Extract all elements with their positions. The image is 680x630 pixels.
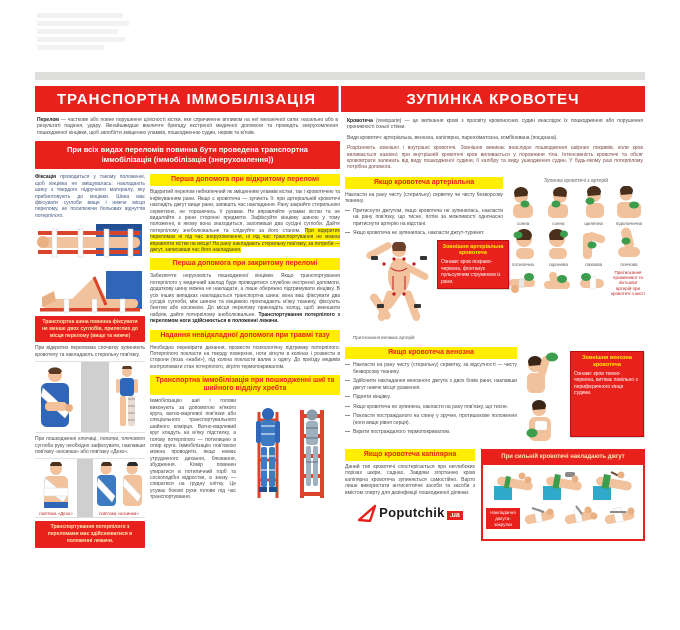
bandage-type-images [35, 458, 145, 518]
transport-banner: Транспортування потерпілого з переломами має здійснюватися в положенні лежачи. [35, 521, 145, 547]
splint-note: При відкритих переломах спочатку зупиняють кровотечу та накладають стерильну пов'язку. [35, 345, 145, 358]
arterial-info-box [437, 240, 509, 290]
tourniquet-hand-row [486, 504, 640, 534]
bleeding-column [345, 116, 645, 541]
immobilization-suit-figures [240, 398, 340, 502]
leg-splint-icon [36, 267, 144, 313]
neck-heading: Транспортна іммобілізація при пошкодженні шиї та шийного відділу хребта [150, 375, 340, 395]
wrist-press-icon [542, 269, 574, 297]
splint-sidebar [35, 174, 145, 547]
artery-label: щелепна [584, 220, 603, 226]
raised-arm-icon [519, 351, 563, 395]
artery-press-icon [508, 186, 538, 220]
arterial-bullet: — Притиснути джгутом, якщо кровотеча не зупинилась, накласти на рану пов'язку, що тисне, потім за можливості одночасно притиснути артерію на відстані. [345, 208, 503, 228]
right-title: ЗУПИНКА КРОВОТЕЧ [406, 90, 580, 108]
venous-instructions [345, 347, 517, 443]
leg-splint-illustration [35, 267, 145, 313]
neck-section [150, 398, 340, 502]
artery-label: сонна [516, 220, 530, 226]
immobilization-banner: При всіх видах переломів повинна бути проведена транспортна іммобілізація (іммобілізація (знерухомлення)) [35, 141, 340, 169]
kosynka-caption-text: пов'язка «косинка» [99, 510, 139, 516]
arterial-lead: Накласти на рану чисту (стерильну) серветку чи чисту безворсову тканину. [345, 191, 503, 205]
arm-splint-icon [36, 222, 144, 264]
dezo-figure [35, 459, 77, 517]
bleeding-term: Кровотеча [347, 118, 373, 124]
venous-info-box [570, 351, 644, 437]
logo-name: Poputchik [379, 505, 445, 521]
capillary-text: Даний тип кровотечі спостерігається при неглибоких порізах шкіри, саднах. Завдяки згортанню крові капілярна кровотеча зупиняється самостійно. Варто лише використати антисептичні засоби та засоби з вмістом спирту для дезінфекції пошкодженої ділянки. [345, 464, 475, 496]
left-title-bar [35, 86, 338, 112]
artery-press-thumb [613, 227, 645, 268]
arterial-instructions [345, 177, 503, 341]
first-aid-poster [35, 8, 645, 544]
artery-press-thumb [542, 227, 574, 268]
artery-press-icon [508, 227, 538, 261]
bleeding-definition [345, 116, 645, 133]
pelvis-text: Необхідно перевірити дихання, провести психологічну підтримку потерпілого. Потерпілого покласти на тверду поверхню, ноги зігнути в колінах і розвести в сторони (поза «жаби»), під коліна покласти валик з одягу. До приїзду медиків контролювати стан потерпілого, зігріти термопокривалом. [150, 344, 340, 370]
fracture-term: Перелом [37, 117, 60, 123]
tourniquet-images [483, 465, 643, 539]
wrist-press-icon [507, 269, 539, 297]
hand-tourniquet-icon [520, 504, 560, 534]
bleeding-definition-text: (геморагія) — це витікання крові з просвіту кровоносних судин внаслідок їх пошкодження або порушення проникності їхньої стінки. [347, 118, 644, 131]
fracture-aid-column [150, 174, 340, 547]
pelvis-heading: Надання невідкладної допомоги при травмі тазу [150, 330, 340, 342]
bottom-row [345, 449, 645, 541]
kosynka-bandage-icon [93, 462, 145, 510]
arm-sling-icon [35, 366, 81, 432]
arterial-box-text: Ознаки: кров яскраво-червона, фонтанує пульсуючим струменем із рани. [441, 259, 501, 285]
pressure-figure-caption: Притискання великих артерій [353, 334, 415, 340]
artery-press-thumb [578, 186, 610, 227]
immobilization-column [35, 116, 340, 548]
hand-tourniquet-icon [600, 504, 640, 534]
leg-tourniquet-icon [591, 470, 635, 502]
artery-label: підключична [615, 220, 643, 226]
arterial-box-title: Зовнішня артеріальна кровотеча [442, 243, 504, 257]
faint-scan-text [37, 10, 133, 70]
tourniquet-note: Накладання джгута-закрутки [486, 508, 520, 529]
arterial-heading: Якщо кровотеча артеріальна [345, 177, 503, 189]
artery-press-icon [579, 227, 609, 261]
wrist-press-icon [576, 269, 608, 297]
artery-press-thumb [613, 186, 645, 227]
artery-label: сонна [552, 220, 565, 226]
wrist-press-row [507, 269, 645, 298]
artery-label: пахвова [585, 262, 603, 268]
poputchik-triangle-icon [357, 504, 377, 522]
left-title: ТРАНСПОРТНА ІММОБІЛІЗАЦІЯ [56, 90, 317, 108]
kosynka-figures [93, 459, 145, 517]
arm-sling-figure [35, 362, 81, 432]
artery-label: потилична [512, 262, 534, 268]
right-title-bar [341, 86, 645, 112]
artery-label: скронева [548, 262, 568, 268]
image-divider [77, 459, 93, 517]
artery-press-grid [507, 177, 645, 341]
artery-grid-row-2 [507, 227, 645, 268]
suit-front-icon [251, 406, 285, 502]
venous-heading: Якщо кровотеча венозна [345, 347, 517, 359]
venous-bullet: — Здійснити накладання венозного джгута з двох боків рани, наклавши джгут нижче місця ураження. [345, 378, 517, 391]
artery-press-icon [614, 186, 644, 220]
dezo-caption-text: пов'язка «Дезо» [39, 510, 73, 516]
venous-bullet: — Вкрити постраждалого термопокривалом. [345, 429, 517, 436]
arterial-bullet: — Якщо кровотеча не зупинилась, накласти джгут-турнікет. [345, 230, 503, 237]
leg-tourniquet-icon [541, 470, 585, 502]
artery-grid-row-1 [507, 186, 645, 227]
wrist-press-note: Притискання променевої та ліктьової артерій при кровотечі з кисті [611, 269, 645, 297]
logo-tld: .ua [447, 511, 463, 520]
open-fracture-text [150, 189, 340, 253]
standing-splint-figure [109, 362, 145, 432]
arm-splint-illustration [35, 222, 145, 264]
capillary-heading: Якщо кровотеча капілярна [345, 449, 475, 461]
artery-pressure-figure-area [345, 240, 503, 334]
artery-press-icon [614, 227, 644, 261]
splint-rule-banner: Транспортна шина повинна фіксувати не менше двох суглобів, прилеглих до місця перелому (вище та нижче) [35, 316, 145, 342]
dezo-caption [39, 510, 72, 517]
standing-splint-icon [109, 366, 145, 432]
venous-bullet: — Накласти на рану чисту (стерильну) серветку, за відсутності — чисту безворсову тканину. [345, 362, 517, 375]
artery-press-thumb [507, 227, 539, 268]
artery-grid-caption: Зупинка кровотечі з артерій [543, 177, 609, 184]
venous-box-title: Зовнішня венозна кровотеча [582, 354, 632, 368]
artery-press-thumb [542, 186, 574, 227]
tourniquet-box [481, 449, 645, 541]
closed-fracture-heading: Перша допомога при закритому переломі [150, 258, 340, 270]
suit-back-icon [295, 406, 329, 502]
venous-images-area [517, 347, 645, 443]
neck-text: Іммобілізацію шиї і голови виконують за допомогою м'якого круга, ватно-марлевої пов'язки або спеціального транспортувального шийного комірця. Ватно-марлевий круг кладуть на м'яку підстилку, а голову потерпілого — потилицею в отвір круга. Іммобілізацію пов'язкою можна проводити, якщо немає утрудненого дихання, блювання, збудження. Комір повинен упиратися в потиличний горб та соскоподібні відростки, а знизу — спиратися на грудну клітку. Це усуває бокові рухи голови під час транспортування. [150, 398, 236, 501]
open-fracture-highlight: При відкритих переломах ні під час знерухомлення, ні під час транспортування не можна вправляти кістки на місце! На рану накладають стерильну пов'язку, за потреби — джгут, записавши час його накладання. [150, 227, 340, 253]
sling-instruction-text: При пошкодженні ключиці, лопатки, плечового суглоба руку необхідно зафіксувати, наклавши пов'язку «косинка» або пов'язку «Дезо». [35, 436, 145, 455]
venous-bullet: — Якщо кровотеча не зупинена, накласти на рану пов'язку, що тисне. [345, 404, 517, 411]
artery-press-thumb [507, 186, 539, 227]
artery-label: плечова [620, 262, 638, 268]
bleeding-intro2: Розрізняють зовнішні і внутрішні кровотечі. Зовнішня виникає внаслідок пошкодження шкірних покривів, коли кров виливається назовні; при внутрішній кровотечі кров виливається у порожнини тіла. Інтенсивність кровотечі та обсяг крововтрати залежать від виду пошкодженої судини, її калібру та виду ушкодження судин. У будь-якому разі потерпілому потрібна допомога. [347, 145, 643, 171]
press-wound-icon [519, 399, 563, 443]
open-fracture-body: Відкритий перелом небезпечний як зміщенням уламків кістки, так і кровотечею та інфікуванням рани. Якщо є кровотеча — зупиніть її: при артеріальній кровотечі накладіть джгут вище рани, запишіть час накладання. Рану закрийте стерильною серветкою, не торкаючись її руками. Не вправляйте уламки кістки та не видаляйте з рани сторонні предмети. Зафіксуйте кінцівку шиною у тому положенні, в якому вона знаходиться, захопивши два сусідні суглоби. Дайте потерпілому знеболювальне та слідкуйте за його станом. [150, 189, 340, 234]
artery-press-icon [543, 227, 573, 261]
tourniquet-leg-row [486, 470, 640, 502]
artery-press-icon [579, 186, 609, 220]
closed-fracture-body: Забезпечте нерухомість пошкодженої кінцівки. Якщо транспортування потерпілого у медичний заклад буде проводитися службою екстреної допомоги, додаткову шину можна не накладати, а лише обережно підтримувати кінцівку. В усіх інших випадках накладається транспортна шина: вона має фіксувати два сусідні суглоби, між шиною та кінцівкою прокладають м'яку тканину, фіксують бинтом або косинкою. До місця перелому прикладіть холод, щоб зменшити набряк, дайте потерпілому знеболювальне. [150, 273, 340, 318]
arm-leg-fixation-images [35, 361, 145, 433]
capillary-section [345, 449, 475, 541]
venous-bullet: — Підняти кінцівку. [345, 394, 517, 401]
open-fracture-heading: Перша допомога при відкритому переломі [150, 174, 340, 186]
fixation-term: Фіксація [35, 174, 57, 181]
dezo-bandage-icon [35, 462, 77, 510]
venous-box-text: Ознаки: кров темно-червона, витікає повільно з периферичного кінця судини. [574, 370, 638, 397]
fixation-text: проводиться у такому положенні, щоб кінцівка не зміщувалась: накладають шину з твердого підручного матеріалу, яку прибинтовують до кінцівки. Шина має фіксувати суглоби вище і нижче місця перелому, не посилюючи больових відчуттів потерпілого. [35, 174, 146, 219]
hand-tourniquet-icon [560, 504, 600, 534]
leg-tourniquet-icon [492, 470, 536, 502]
arterial-section [345, 177, 645, 341]
pressure-points-body-icon [347, 242, 451, 326]
tourniquet-title: При сильній кровотечі накладають джгут [483, 451, 643, 465]
closed-fracture-bold: Транспортування потерпілого з переломом ноги здійснюється в положенні лежачи. [150, 311, 340, 325]
fixation-paragraph [35, 174, 145, 219]
closed-fracture-text [150, 273, 340, 324]
fracture-definition [35, 116, 340, 137]
artery-press-icon [543, 186, 573, 220]
poputchik-logo [345, 504, 475, 522]
fracture-definition-text: — часткове або повне порушення цілісності кістки, яке спричинене впливом на неї механічної сили: насильно або в результаті падіння, удару. Якнайшвидше викличте бригаду екстреної медичної допомоги та проведіть знерухомлення пошкодженої кінцівки, щоб запобігти зміщенню уламків, пошкодженню судин, нервів та м'язів. [37, 117, 338, 136]
divider-band [35, 72, 645, 80]
bleeding-types: Види кровотеч: артеріальна, венозна, капілярна, паренхіматозна, комбінована (поєднана). [347, 134, 558, 141]
artery-press-thumb [578, 227, 610, 268]
kosynka-caption [99, 510, 139, 517]
venous-section [345, 347, 645, 443]
sling-instruction [35, 436, 145, 455]
image-divider [81, 362, 109, 432]
venous-figures [517, 351, 565, 443]
venous-bullet: — Покласти постраждалого на спину у зручне, протишокове положення (ноги вище рівня серця). [345, 413, 517, 426]
